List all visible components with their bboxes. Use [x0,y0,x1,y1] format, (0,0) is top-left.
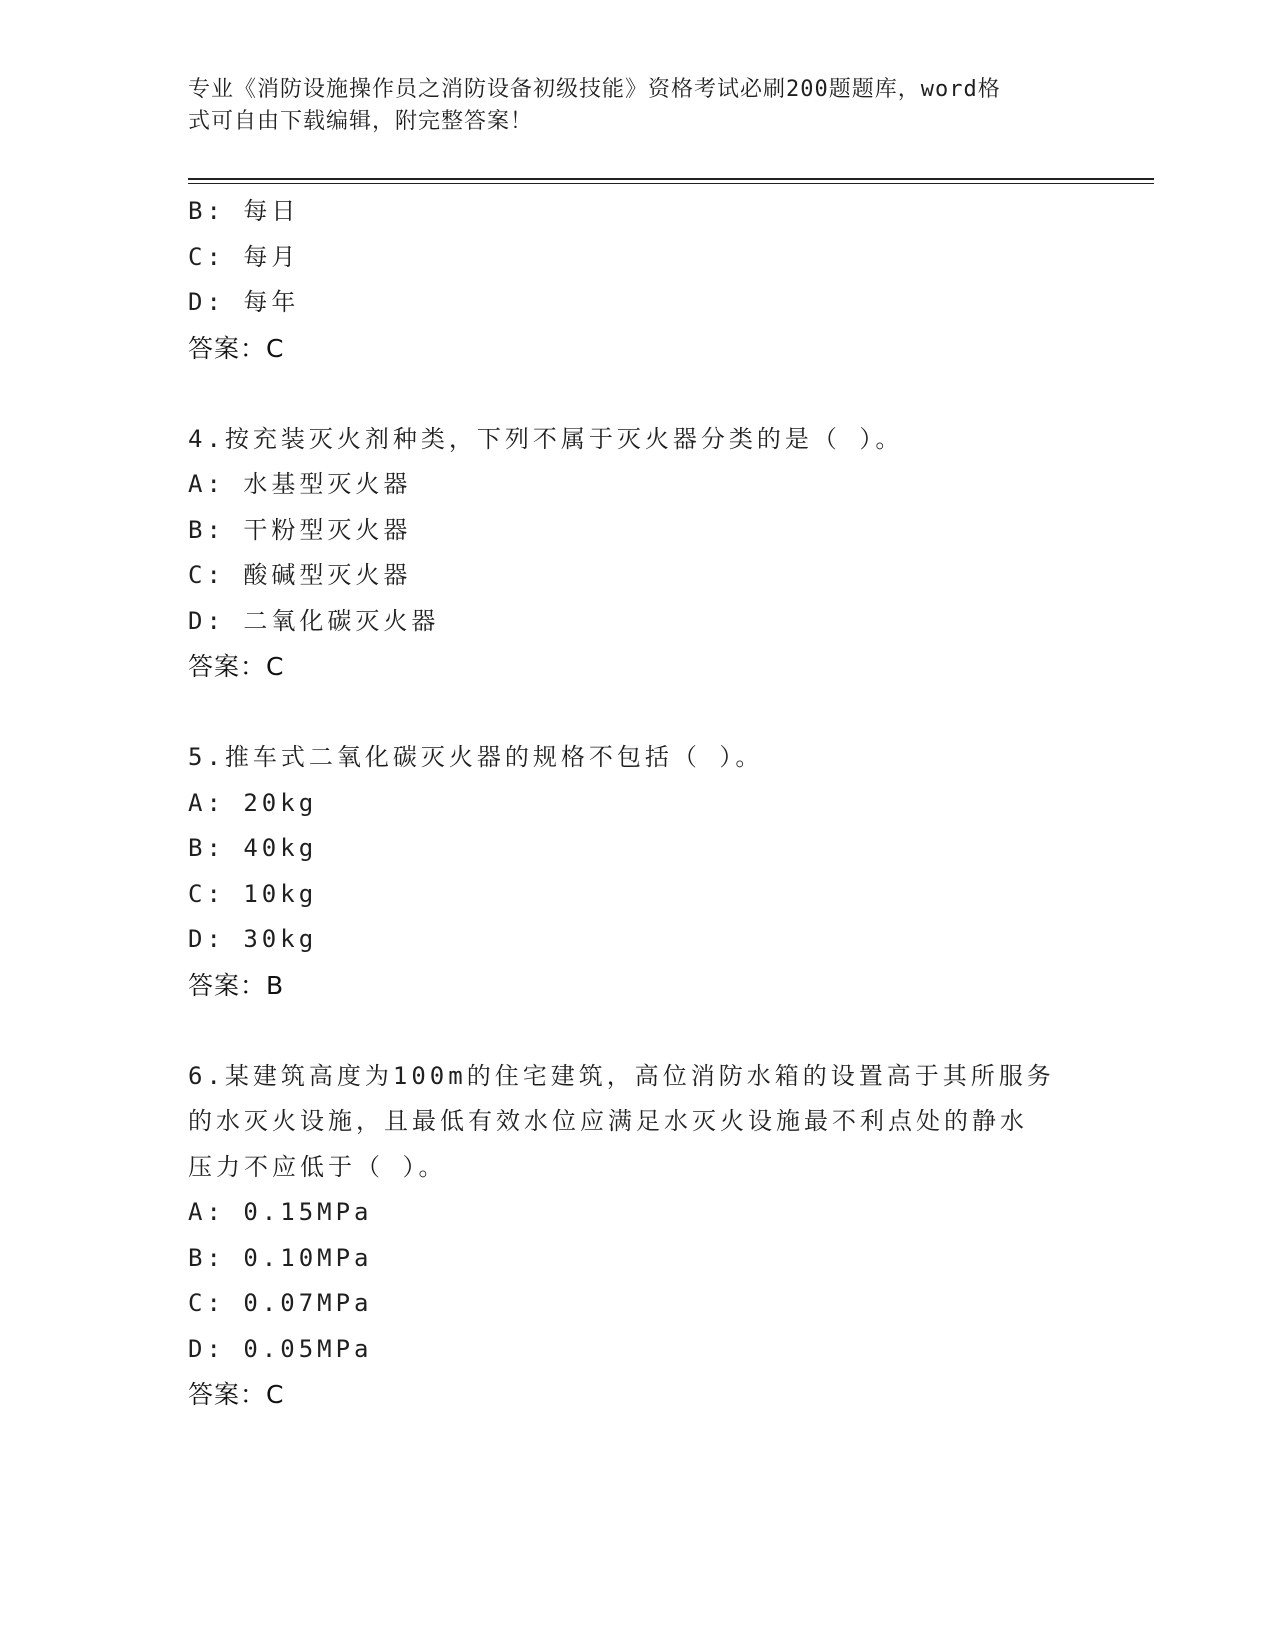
option-d: D: 每年 [188,288,300,316]
header-divider-thin [188,183,1154,184]
header-line-1: 专业《消防设施操作员之消防设备初级技能》资格考试必刷200题题库，word格 [188,77,1001,102]
option-d: D: 0.05MPa [188,1334,373,1363]
question-stem-line-1: 6.某建筑高度为100m的住宅建筑，高位消防水箱的设置高于其所服务 [188,1061,1055,1090]
spacer [188,690,1088,736]
option-b: B: 40kg [188,834,318,862]
question-6 [188,1054,1088,1418]
answer-line: 答案：C [188,652,285,681]
option-c: C: 酸碱型灭火器 [188,561,412,589]
question-5 [188,735,1088,1008]
question-3-continued [188,189,1088,371]
spacer [188,1008,1088,1054]
answer-line: 答案：B [188,970,285,1000]
question-content [188,189,1088,1418]
header-line-2: 式可自由下载编辑，附完整答案！ [188,109,534,134]
option-b: B: 0.10MPa [188,1243,373,1272]
option-d: D: 二氧化碳灭火器 [188,606,440,635]
option-b: B: 每日 [188,197,300,225]
question-4 [188,417,1088,690]
option-a: A: 0.15MPa [188,1198,373,1226]
option-d: D: 30kg [188,925,318,953]
option-c: C: 0.07MPa [188,1289,373,1317]
header-divider-thick [188,178,1154,180]
option-b: B: 干粉型灭火器 [188,515,412,544]
question-stem: 5.推车式二氧化碳灭火器的规格不包括（ ）。 [188,743,764,771]
spacer [188,371,1088,417]
document-header [188,74,1068,138]
option-a: A: 20kg [188,788,318,817]
option-c: C: 10kg [188,879,318,908]
option-c: C: 每月 [188,242,300,271]
answer-line: 答案：C [188,1380,285,1409]
answer-line: 答案：C [188,333,285,363]
question-stem: 4.按充装灭火剂种类，下列不属于灭火器分类的是（ ）。 [188,424,904,453]
question-stem-line-2: 的水灭火设施，且最低有效水位应满足水灭火设施最不利点处的静水 [188,1107,1028,1135]
option-a: A: 水基型灭火器 [188,470,412,498]
question-stem-line-3: 压力不应低于（ ）。 [188,1152,447,1181]
